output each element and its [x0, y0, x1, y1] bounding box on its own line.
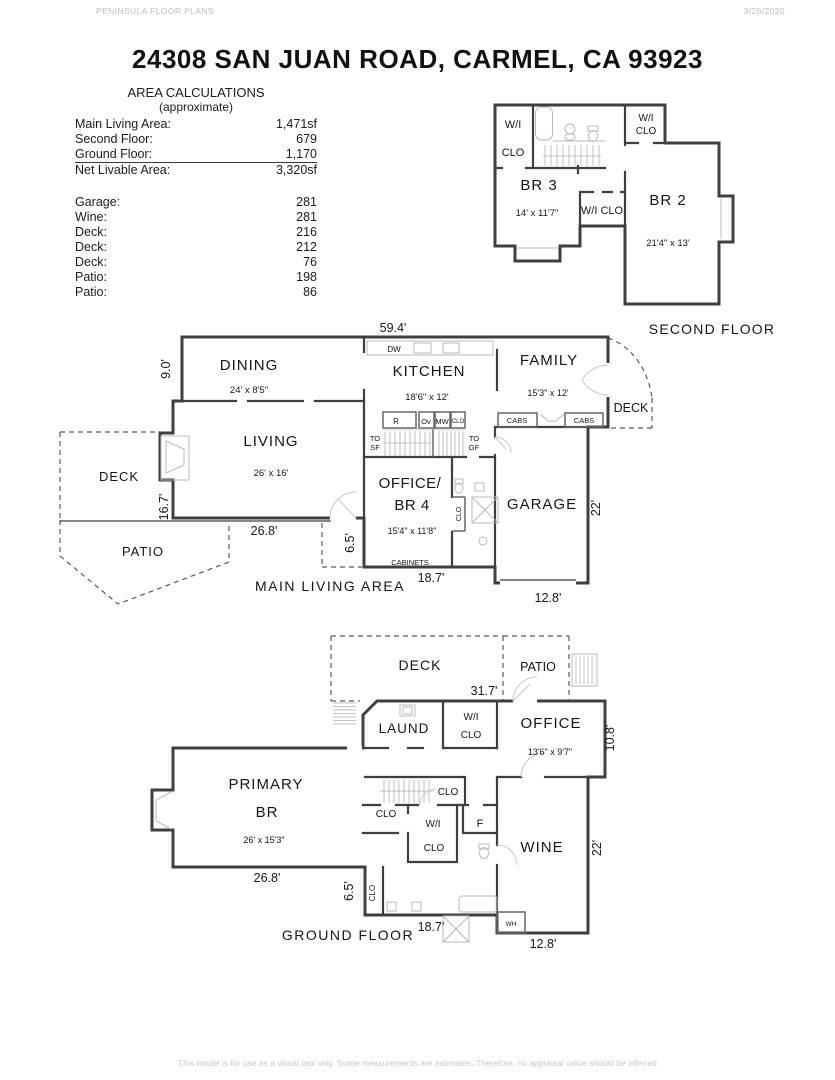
row-label: Garage: [75, 195, 121, 209]
table-row [75, 285, 317, 300]
dim-left-upper: 9.0' [159, 359, 173, 379]
room-label-laundry: LAUND [378, 721, 430, 736]
main-living-dashed-outlines [60, 338, 652, 604]
main-stairs [383, 429, 465, 456]
area-calc-subtitle: (approximate) [158, 100, 234, 114]
room-label-kitchen: KITCHEN [392, 363, 466, 380]
room-dims-br2: 21'4" x 13' [646, 238, 690, 249]
row-value: 3,320sf [275, 163, 317, 177]
row-label: Ground Floor: [75, 147, 153, 161]
closet-label: CLO [451, 419, 465, 425]
wi-clo-upper-label: W/I [463, 712, 479, 723]
cabinets-label: CABINETS [391, 558, 429, 567]
deck-label: DECK [398, 657, 442, 673]
table-row [75, 117, 317, 132]
row-value: 679 [296, 132, 317, 146]
sink-icon [565, 124, 575, 134]
to-sf-label: SF [370, 443, 380, 452]
row-label: Net Livable Area: [75, 163, 171, 177]
row-label: Second Floor: [75, 132, 153, 146]
row-label: Wine: [75, 210, 107, 224]
wi-clo-upper-label: CLO [460, 730, 482, 741]
room-label-dining: DINING [219, 357, 279, 374]
room-dims-primary: 26' x 15'3" [243, 835, 285, 845]
window-bay-icon [156, 792, 171, 829]
deck-left-label: DECK [98, 469, 140, 484]
patio-label: PATIO [520, 660, 556, 674]
closet-stairs-label: CLO [437, 787, 459, 798]
wi-clo-top-label: CLO [635, 126, 657, 137]
table-row [75, 195, 317, 210]
row-value: 281 [296, 210, 317, 224]
room-dims-office: 15'4" x 11'8" [387, 526, 437, 536]
oven-label: Ov [421, 417, 431, 426]
room-dims-family: 15'3" x 12' [527, 388, 569, 398]
bathtub-icon [459, 896, 497, 912]
table-row [75, 163, 317, 178]
kitchen-sink-icon [414, 343, 431, 353]
room-label-garage: GARAGE [506, 496, 578, 513]
dim-strip: 6.5' [343, 533, 357, 553]
room-label-wine: WINE [520, 839, 564, 856]
row-label: Patio: [75, 270, 107, 284]
room-label-br2: BR 2 [649, 192, 687, 209]
room-dims-dining: 24' x 8'5" [229, 385, 269, 396]
stove-icon [443, 343, 459, 353]
main-living-plan [50, 321, 665, 615]
room-label-office: OFFICE [520, 715, 582, 732]
row-value: 1,170 [285, 147, 317, 161]
wi-clo-lower-label: CLO [423, 843, 445, 854]
area-calculations [75, 85, 317, 300]
refrigerator-box [383, 412, 416, 428]
closet-vertical-label: CLO [368, 884, 377, 902]
row-value: 1,471sf [275, 117, 317, 131]
room-dims-living: 26' x 16' [253, 468, 289, 479]
table-row [75, 240, 317, 255]
dim-top: 59.4' [379, 321, 407, 335]
row-label: Deck: [75, 255, 107, 269]
door-arc [513, 677, 537, 701]
disclaimer-text: This model is for use as a visual tool only. Some measurements are estimates. Therefore, no appraisal value should be inferred [178, 1058, 657, 1068]
door-arc [582, 365, 608, 395]
floor-label-second: SECOND FLOOR [648, 321, 776, 337]
room-label-living: LIVING [243, 433, 299, 450]
dim-strip: 6.5' [342, 881, 356, 901]
room-dims-office: 13'6" x 9'7" [527, 747, 573, 757]
row-value: 76 [303, 255, 317, 269]
dim-left-lower: 16.7' [157, 493, 171, 521]
row-label: Main Living Area: [75, 117, 171, 131]
cabs-right-label: CABS [573, 416, 595, 425]
table-row [75, 132, 317, 147]
dim-bottom-left: 26.8' [253, 871, 281, 885]
floor-label-main: MAIN LIVING AREA [254, 578, 406, 594]
dishwasher-label: DW [387, 345, 401, 354]
to-sf-label: TO [369, 434, 381, 443]
wi-clo-left-label: CLO [501, 147, 525, 159]
row-value: 216 [296, 225, 317, 239]
cabs-left-label: CABS [506, 416, 528, 425]
room-label-family: FAMILY [519, 352, 579, 369]
wi-clo-lower-label: W/I [425, 819, 441, 830]
area-calc-title: AREA CALCULATIONS [127, 85, 265, 100]
water-heater-label: WH [505, 921, 517, 928]
room-label-br3: BR 3 [520, 177, 558, 194]
dim-office-right: 10.8' [603, 724, 617, 752]
to-gf-label: GF [468, 443, 480, 452]
bathroom-fixtures [536, 107, 599, 142]
table-row [75, 225, 317, 240]
room-label-primary: BR [255, 804, 279, 821]
dim-bottom-mid: 18.7' [417, 920, 445, 934]
door-arc [330, 492, 356, 518]
ground-floor-plan [140, 630, 630, 960]
room-label-office: OFFICE/ [378, 475, 442, 492]
room-dims-kitchen: 18'6" x 12' [405, 392, 449, 403]
dim-top: 31.7' [470, 684, 498, 698]
door-arc [495, 437, 511, 453]
room-label-primary: PRIMARY [228, 776, 304, 793]
second-floor-stairs [543, 145, 601, 166]
fireplace-icon [161, 436, 189, 480]
table-row [75, 255, 317, 270]
table-row [75, 270, 317, 285]
row-label: Deck: [75, 225, 107, 239]
page-title: 24308 SAN JUAN ROAD, CARMEL, CA 93923 [132, 44, 703, 74]
table-row [75, 147, 317, 163]
dim-office-bottom: 18.7' [417, 571, 445, 585]
second-floor-plan [480, 95, 780, 345]
table-row [75, 210, 317, 225]
patio-label: PATIO [121, 544, 165, 559]
brand-label: PENINSULA FLOOR PLANS [96, 6, 214, 16]
deck-right-label: DECK [613, 401, 649, 415]
furnace-label: F [476, 818, 484, 830]
row-label: Patio: [75, 285, 107, 299]
wi-clo-top-label: W/I [638, 113, 654, 124]
dim-garage-bottom: 12.8' [534, 591, 562, 605]
microwave-label: MW [435, 417, 449, 426]
row-value: 281 [296, 195, 317, 209]
row-label: Deck: [75, 240, 107, 254]
wi-clo-mid-label: W/I CLO [580, 205, 624, 217]
refrigerator-label: R [393, 417, 399, 426]
bathtub-icon [536, 107, 553, 140]
dim-bottom: 26.8' [250, 524, 278, 538]
floor-label-ground: GROUND FLOOR [281, 927, 415, 943]
date-label: 3/25/2020 [743, 6, 785, 16]
wi-clo-left-label: W/I [504, 119, 522, 131]
closet-hall-label: CLO [375, 809, 397, 820]
to-gf-label: TO [468, 434, 480, 443]
door-arc [497, 845, 517, 865]
closet-vertical-label: CLO [456, 506, 463, 522]
row-value: 86 [303, 285, 317, 299]
row-value: 212 [296, 240, 317, 254]
row-value: 198 [296, 270, 317, 284]
sink-icon [475, 483, 484, 491]
dim-garage-right: 22' [589, 499, 603, 517]
dim-wine-right: 22' [590, 839, 604, 857]
dim-wine-bottom: 12.8' [529, 937, 557, 951]
room-label-office: BR 4 [394, 497, 430, 514]
room-dims-br3: 14' x 11'7" [515, 208, 559, 219]
